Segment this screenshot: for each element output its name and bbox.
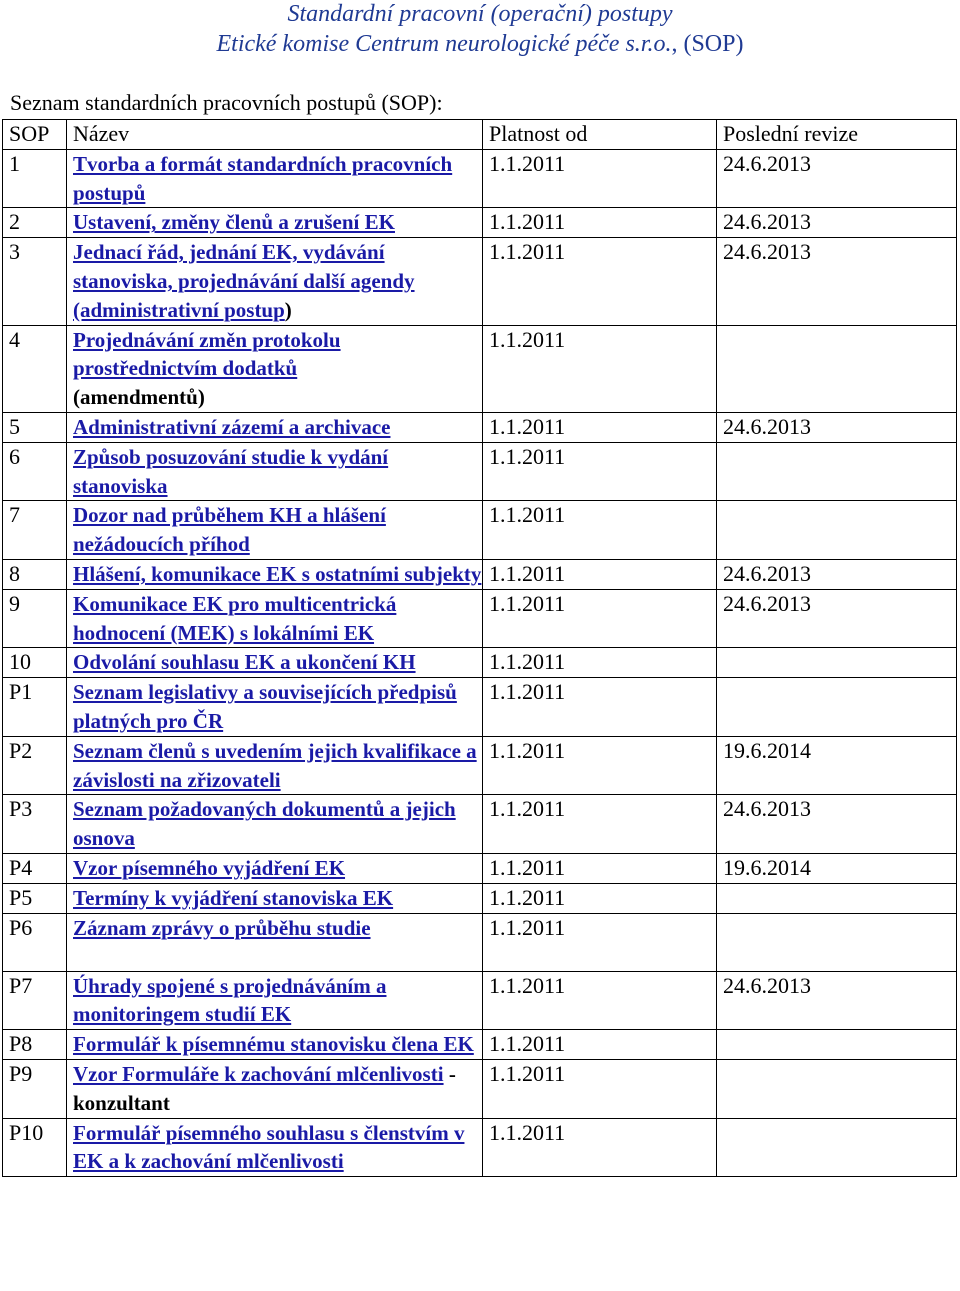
last-revision-date xyxy=(717,1030,957,1060)
last-revision-date xyxy=(717,913,957,971)
sop-number: P7 xyxy=(3,971,67,1030)
sop-name-cell xyxy=(67,1059,483,1118)
sop-name-cell xyxy=(67,853,483,883)
sop-number: 3 xyxy=(3,238,67,325)
document-subtitle-line xyxy=(0,30,960,58)
table-row xyxy=(3,501,957,560)
table-row xyxy=(3,883,957,913)
table-row xyxy=(3,149,957,208)
table-row xyxy=(3,853,957,883)
sop-document-link[interactable]: Formulář písemného souhlasu s členstvím v EK a k zachování mlčenlivosti xyxy=(73,1120,465,1174)
title-suffix: , (SOP) xyxy=(671,31,744,57)
sop-name-suffix: (amendmentů) xyxy=(73,385,205,410)
sop-name-cell xyxy=(67,678,483,737)
valid-from-date: 1.1.2011 xyxy=(483,913,717,971)
sop-document-link[interactable]: Tvorba a formát standardních pracovních postupů xyxy=(73,151,453,205)
valid-from-date: 1.1.2011 xyxy=(483,238,717,325)
section-heading: Seznam standardních pracovních postupů (SOP): xyxy=(10,90,443,115)
last-revision-date xyxy=(717,442,957,501)
sop-document-link[interactable]: Záznam zprávy o průběhu studie xyxy=(73,915,371,940)
sop-document-link[interactable]: Termíny k vyjádření stanoviska EK xyxy=(73,885,394,910)
table-row xyxy=(3,1030,957,1060)
last-revision-date: 24.6.2013 xyxy=(717,412,957,442)
sop-name-cell xyxy=(67,412,483,442)
last-revision-date xyxy=(717,678,957,737)
valid-from-date: 1.1.2011 xyxy=(483,648,717,678)
sop-document-link[interactable]: Vzor Formuláře k zachování mlčenlivosti xyxy=(73,1061,444,1086)
sop-document-link[interactable]: Jednací řád, jednání EK, vydávání stanoviska, projednávání další agendy (administrativní postup xyxy=(73,240,415,322)
sop-number: 10 xyxy=(3,648,67,678)
table-row xyxy=(3,795,957,854)
table-row xyxy=(3,442,957,501)
table-row xyxy=(3,678,957,737)
table-row xyxy=(3,208,957,238)
sop-name-cell xyxy=(67,883,483,913)
sop-number: P8 xyxy=(3,1030,67,1060)
sop-number: P9 xyxy=(3,1059,67,1118)
sop-number: P6 xyxy=(3,913,67,971)
sop-number: 8 xyxy=(3,559,67,589)
valid-from-date: 1.1.2011 xyxy=(483,795,717,854)
sop-name-cell xyxy=(67,442,483,501)
valid-from-date: 1.1.2011 xyxy=(483,853,717,883)
sop-document-link[interactable]: Komunikace EK pro multicentrická hodnocení (MEK) s lokálními EK xyxy=(73,591,397,645)
sop-number: P1 xyxy=(3,678,67,737)
valid-from-date: 1.1.2011 xyxy=(483,208,717,238)
header-name: Název xyxy=(67,120,483,150)
header-last-revision: Poslední revize xyxy=(717,120,957,150)
table-header-row xyxy=(3,120,957,150)
table-row xyxy=(3,589,957,648)
last-revision-date xyxy=(717,648,957,678)
sop-number: 9 xyxy=(3,589,67,648)
sop-name-cell xyxy=(67,589,483,648)
sop-name-cell xyxy=(67,238,483,325)
valid-from-date: 1.1.2011 xyxy=(483,149,717,208)
sop-document-link[interactable]: Formulář k písemnému stanovisku člena EK xyxy=(73,1032,474,1057)
sop-document-link[interactable]: Ustavení, změny členů a zrušení EK xyxy=(73,210,395,235)
table-row xyxy=(3,238,957,325)
table-row xyxy=(3,736,957,795)
last-revision-date: 24.6.2013 xyxy=(717,589,957,648)
sop-name-cell xyxy=(67,736,483,795)
valid-from-date: 1.1.2011 xyxy=(483,325,717,412)
valid-from-date: 1.1.2011 xyxy=(483,736,717,795)
sop-document-link[interactable]: Odvolání souhlasu EK a ukončení KH xyxy=(73,650,416,675)
sop-name-cell xyxy=(67,208,483,238)
sop-number: 2 xyxy=(3,208,67,238)
valid-from-date: 1.1.2011 xyxy=(483,1118,717,1177)
last-revision-date: 19.6.2014 xyxy=(717,736,957,795)
last-revision-date: 19.6.2014 xyxy=(717,853,957,883)
sop-name-cell xyxy=(67,795,483,854)
table-row xyxy=(3,1118,957,1177)
sop-name-cell xyxy=(67,325,483,412)
sop-document-link[interactable]: Seznam požadovaných dokumentů a jejich osnova xyxy=(73,797,456,851)
sop-document-link[interactable]: Administrativní zázemí a archivace xyxy=(73,414,391,439)
valid-from-date: 1.1.2011 xyxy=(483,442,717,501)
sop-document-link[interactable]: Hlášení, komunikace EK s ostatními subjekty xyxy=(73,561,482,586)
sop-document-link[interactable]: Projednávání změn protokolu prostřednictvím dodatků xyxy=(73,327,341,381)
title-organization: Etické komise Centrum neurologické péče s.r.o. xyxy=(216,31,672,57)
valid-from-date: 1.1.2011 xyxy=(483,1030,717,1060)
sop-name-cell xyxy=(67,648,483,678)
last-revision-date: 24.6.2013 xyxy=(717,971,957,1030)
sop-number: 1 xyxy=(3,149,67,208)
sop-document-link[interactable]: Úhrady spojené s projednáváním a monitoringem studií EK xyxy=(73,973,387,1027)
valid-from-date: 1.1.2011 xyxy=(483,971,717,1030)
last-revision-date: 24.6.2013 xyxy=(717,208,957,238)
sop-name-cell xyxy=(67,559,483,589)
sop-number: P2 xyxy=(3,736,67,795)
sop-document-link[interactable]: Vzor písemného vyjádření EK xyxy=(73,855,346,880)
sop-name-cell xyxy=(67,501,483,560)
valid-from-date: 1.1.2011 xyxy=(483,883,717,913)
sop-name-suffix: ) xyxy=(284,297,292,322)
valid-from-date: 1.1.2011 xyxy=(483,559,717,589)
table-row xyxy=(3,648,957,678)
document-title: Standardní pracovní (operační) postupy xyxy=(287,1,673,27)
valid-from-date: 1.1.2011 xyxy=(483,1059,717,1118)
table-row xyxy=(3,971,957,1030)
sop-number: P10 xyxy=(3,1118,67,1177)
sop-name-cell xyxy=(67,1118,483,1177)
sop-number: 7 xyxy=(3,501,67,560)
last-revision-date: 24.6.2013 xyxy=(717,795,957,854)
sop-number: 5 xyxy=(3,412,67,442)
header-sop: SOP xyxy=(3,120,67,150)
last-revision-date: 24.6.2013 xyxy=(717,238,957,325)
sop-document-link[interactable]: Způsob posuzování studie k vydání stanoviska xyxy=(73,444,389,498)
sop-number: 4 xyxy=(3,325,67,412)
sop-name-cell xyxy=(67,971,483,1030)
table-row xyxy=(3,412,957,442)
last-revision-date xyxy=(717,883,957,913)
sop-number: P5 xyxy=(3,883,67,913)
sop-number: P4 xyxy=(3,853,67,883)
table-body xyxy=(3,149,957,1176)
sop-name-suffix: - konzultant xyxy=(73,1061,456,1115)
header-valid-from: Platnost od xyxy=(483,120,717,150)
sop-number: 6 xyxy=(3,442,67,501)
sop-name-cell xyxy=(67,1030,483,1060)
table-row xyxy=(3,325,957,412)
last-revision-date xyxy=(717,1118,957,1177)
table-row xyxy=(3,1059,957,1118)
valid-from-date: 1.1.2011 xyxy=(483,678,717,737)
sop-document-link[interactable]: Seznam členů s uvedením jejich kvalifikace a závislosti na zřizovateli xyxy=(73,738,477,792)
sop-document-link[interactable]: Dozor nad průběhem KH a hlášení nežádoucích příhod xyxy=(73,503,386,557)
last-revision-date xyxy=(717,325,957,412)
valid-from-date: 1.1.2011 xyxy=(483,412,717,442)
sop-table xyxy=(2,119,957,1177)
sop-document-link[interactable]: Seznam legislativy a souvisejících předpisů platných pro ČR xyxy=(73,680,457,733)
sop-name-cell xyxy=(67,149,483,208)
sop-name-cell xyxy=(67,913,483,971)
last-revision-date: 24.6.2013 xyxy=(717,559,957,589)
valid-from-date: 1.1.2011 xyxy=(483,589,717,648)
valid-from-date: 1.1.2011 xyxy=(483,501,717,560)
table-row xyxy=(3,559,957,589)
last-revision-date xyxy=(717,1059,957,1118)
table-row xyxy=(3,913,957,971)
last-revision-date: 24.6.2013 xyxy=(717,149,957,208)
sop-number: P3 xyxy=(3,795,67,854)
last-revision-date xyxy=(717,501,957,560)
